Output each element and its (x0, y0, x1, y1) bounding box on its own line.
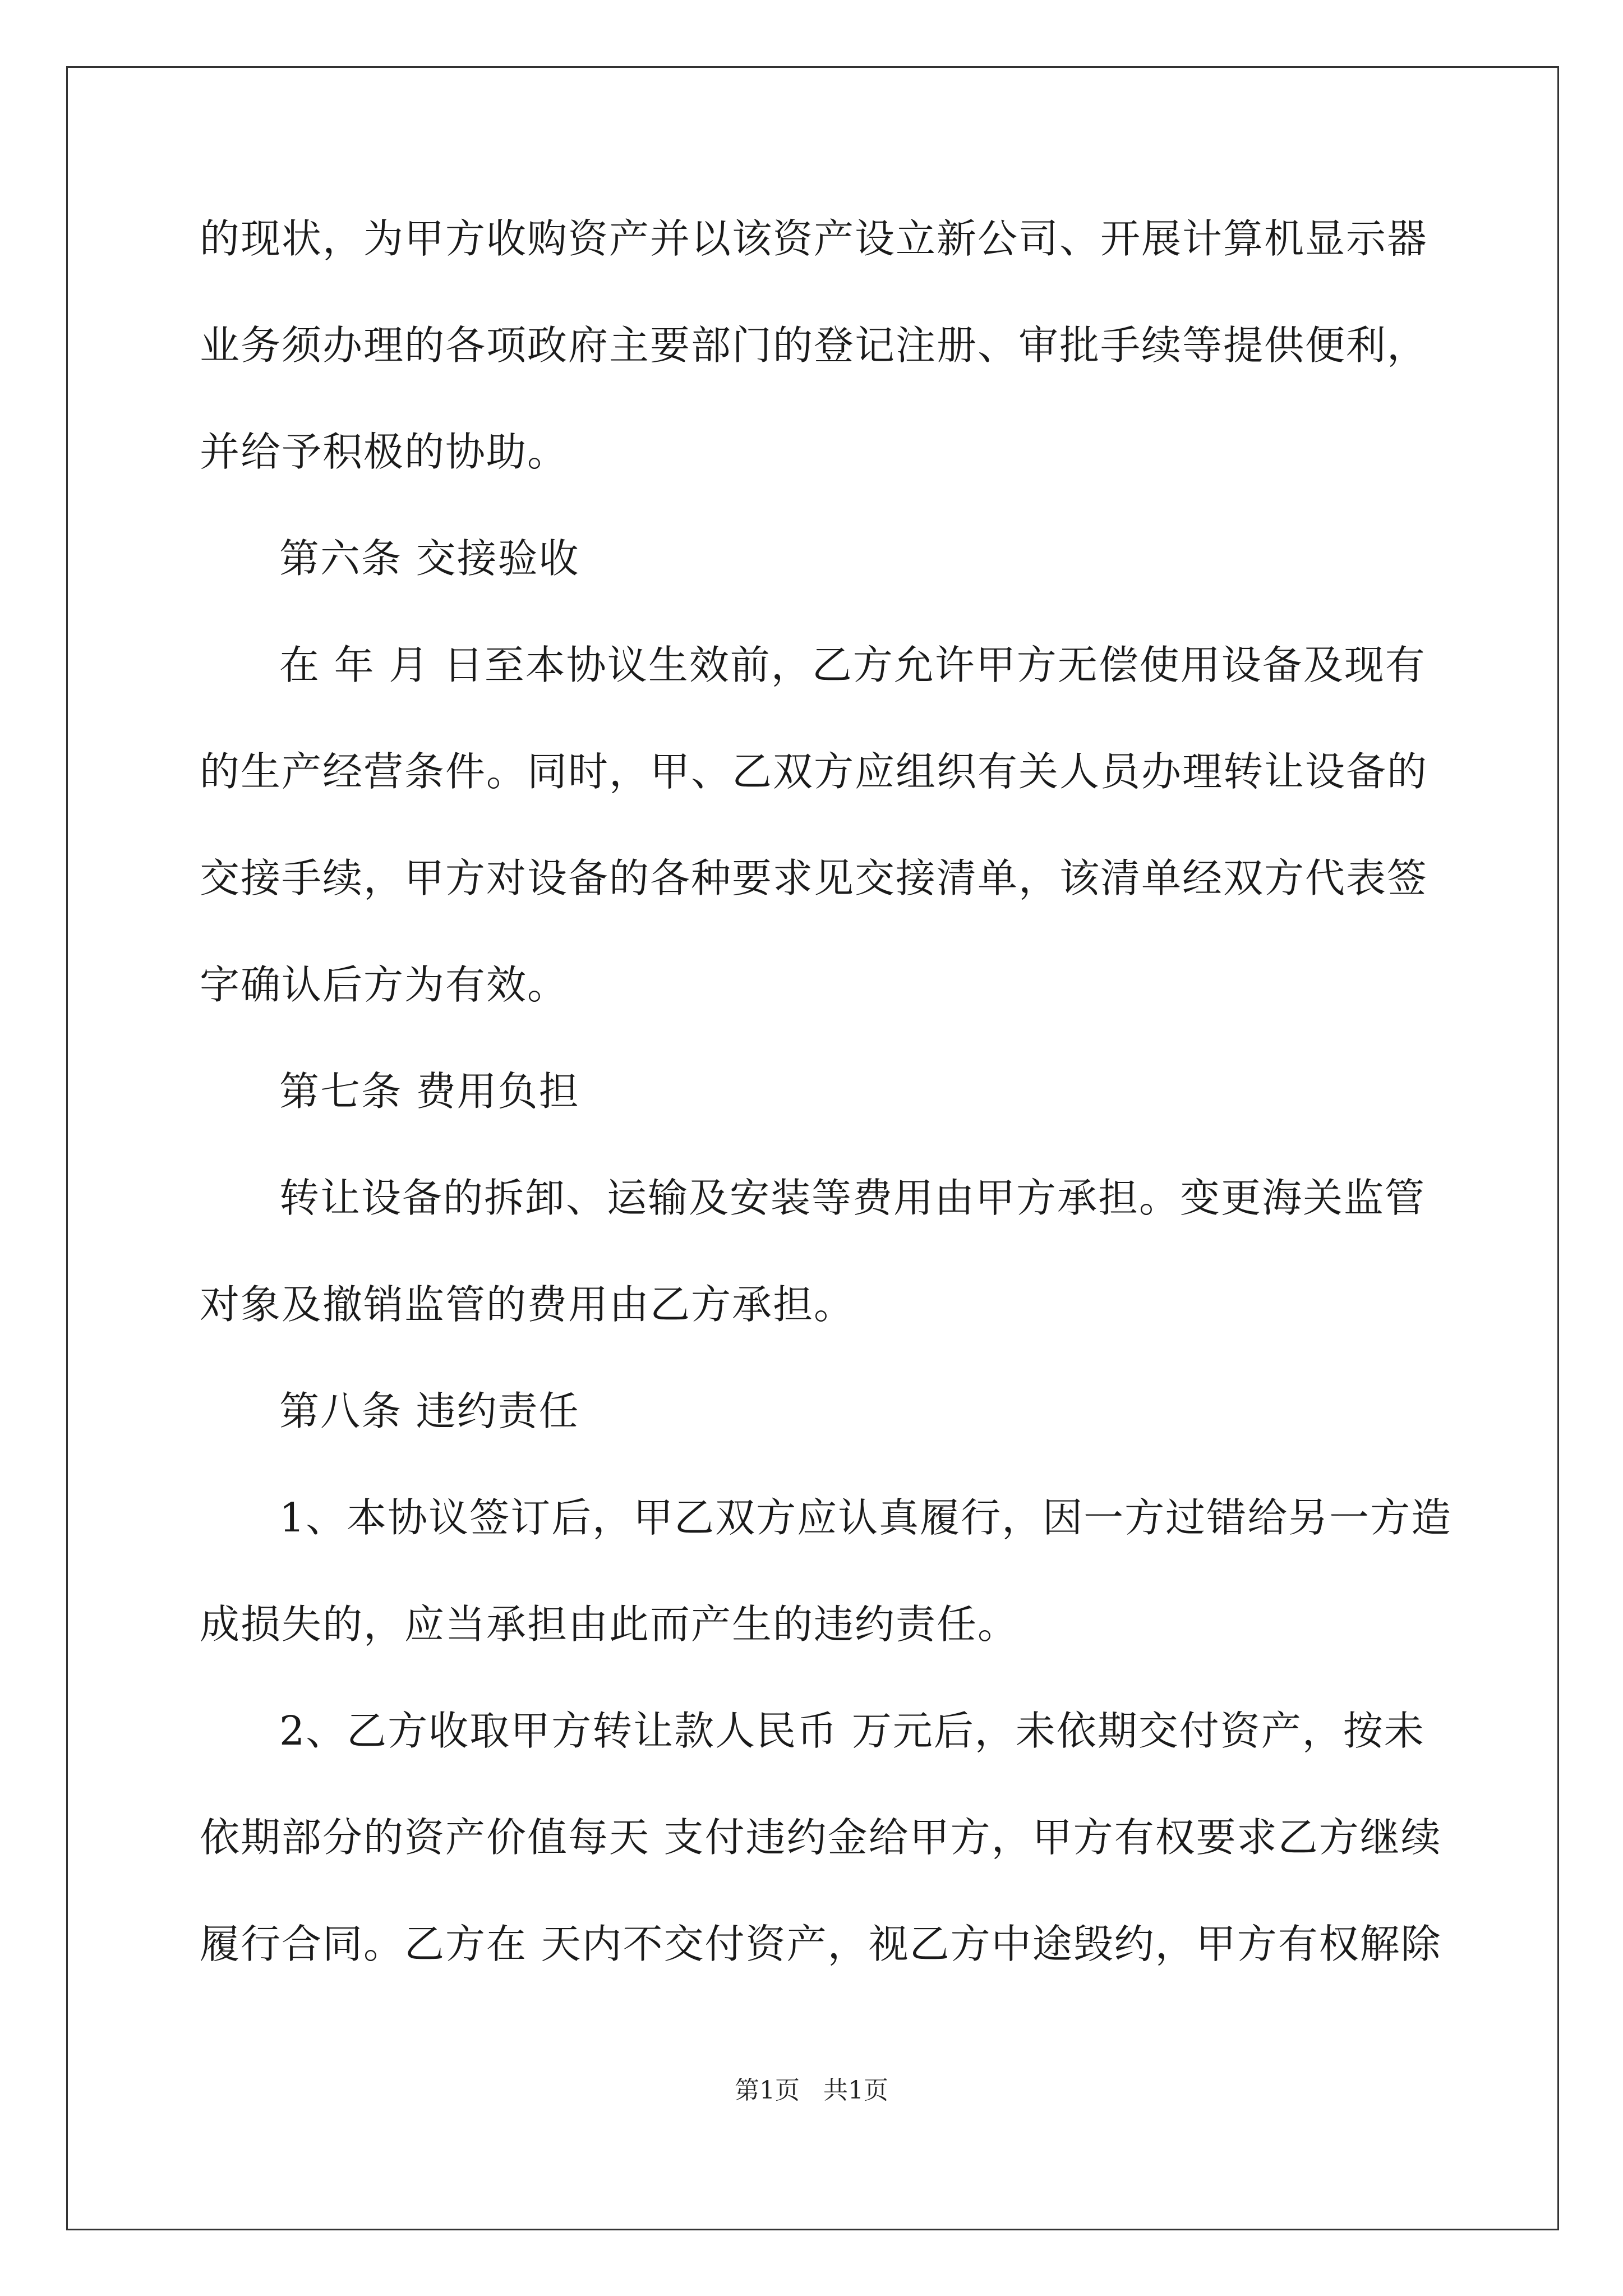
paragraph-line: 履行合同。乙方在 天内不交付资产，视乙方中途毁约，甲方有权解除 (200, 1921, 1442, 1967)
paragraph-line: 依期部分的资产价值每天 支付违约金给甲方，甲方有权要求乙方继续 (200, 1814, 1442, 1861)
paragraph-line: 交接手续，甲方对设备的各种要求见交接清单，该清单经双方代表签 (200, 855, 1428, 901)
page-footer: 第1页 共1页 (735, 2076, 888, 2105)
paragraph-line: 转让设备的拆卸、运输及安装等费用由甲方承担。变更海关监管 (279, 1175, 1426, 1221)
section-heading-article-6: 第六条 交接验收 (279, 535, 580, 582)
paragraph-line: 业务须办理的各项政府主要部门的登记注册、审批手续等提供便利， (200, 322, 1428, 369)
paragraph-line: 字确认后方为有效。 (200, 961, 569, 1008)
document-body (200, 215, 1453, 2031)
paragraph-line: 成损失的，应当承担由此而产生的违约责任。 (200, 1601, 1019, 1648)
paragraph-line: 的现状，为甲方收购资产并以该资产设立新公司、开展计算机显示器 (200, 215, 1428, 262)
paragraph-line: 在 年 月 日至本协议生效前，乙方允许甲方无偿使用设备及现有 (279, 642, 1426, 688)
section-heading-article-8: 第八条 违约责任 (279, 1388, 580, 1434)
paragraph-line: 2、乙方收取甲方转让款人民币 万元后，未依期交付资产，按未 (279, 1708, 1425, 1754)
paragraph-line: 对象及撤销监管的费用由乙方承担。 (200, 1281, 855, 1328)
paragraph-line: 的生产经营条件。同时，甲、乙双方应组织有关人员办理转让设备的 (200, 748, 1428, 795)
paragraph-line: 1、本协议签订后，甲乙双方应认真履行，因一方过错给另一方造 (279, 1494, 1453, 1541)
paragraph-line: 并给予积极的协助。 (200, 429, 569, 475)
section-heading-article-7: 第七条 费用负担 (279, 1068, 580, 1115)
